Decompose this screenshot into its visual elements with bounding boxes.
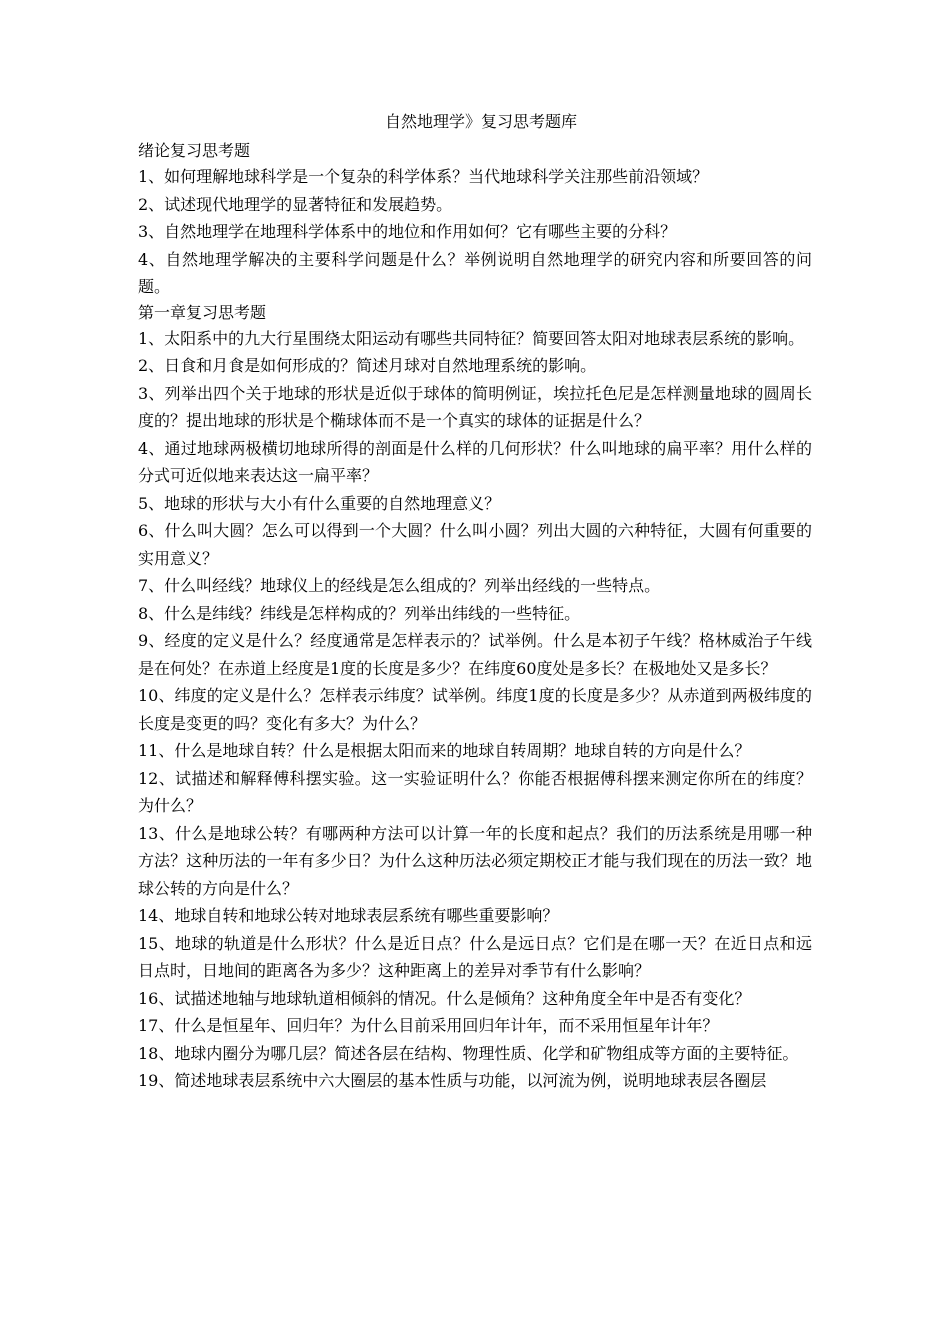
section-heading: 绪论复习思考题 (138, 141, 251, 160)
document-page (138, 111, 812, 1095)
question-item: 7、什么叫经线？地球仪上的经线是怎么组成的？列举出经线的一些特点。 (138, 576, 661, 595)
question-item: 6、什么叫大圆？怎么可以得到一个大圆？什么叫小圆？列出大圆的六种特征，大圆有何重要的实用意义？ (138, 521, 812, 568)
section-heading: 第一章复习思考题 (138, 302, 267, 322)
question-item: 9、经度的定义是什么？经度通常是怎样表示的？试举例。什么是本初子午线？格林威治子午线是在何处？在赤道上经度是1度的长度是多少？在纬度60度处是多长？在极地处又是多长？ (138, 631, 812, 678)
question-item: 2、日食和月食是如何形成的？简述月球对自然地理系统的影响。 (138, 356, 597, 375)
section-intro (138, 139, 812, 301)
question-item: 15、地球的轨道是什么形状？什么是近日点？什么是远日点？它们是在哪一天？在近日点和远日点时，日地间的距离各为多少？这种距离上的差异对季节有什么影响？ (138, 933, 812, 980)
question-item: 3、自然地理学在地理科学体系中的地位和作用如何？它有哪些主要的分科？ (138, 222, 677, 241)
question-item: 1、太阳系中的九大行星围绕太阳运动有哪些共同特征？简要回答太阳对地球表层系统的影响。 (138, 328, 805, 348)
question-item: 14、地球自转和地球公转对地球表层系统有哪些重要影响？ (138, 906, 559, 925)
question-item: 5、地球的形状与大小有什么重要的自然地理意义？ (138, 493, 501, 513)
question-item: 10、纬度的定义是什么？怎样表示纬度？试举例。纬度1度的长度是多少？从赤道到两极纬度的长度是变更的吗？变化有多大？为什么？ (138, 686, 812, 733)
question-item: 17、什么是恒星年、回归年？为什么目前采用回归年计年，而不采用恒星年计年？ (138, 1016, 719, 1035)
question-list (138, 325, 812, 1095)
question-item: 16、试描述地轴与地球轨道相倾斜的情况。什么是倾角？这种角度全年中是否有变化？ (138, 988, 751, 1008)
question-item: 8、什么是纬线？纬线是怎样构成的？列举出纬线的一些特征。 (138, 603, 581, 623)
question-item: 18、地球内圈分为哪几层？简述各层在结构、物理性质、化学和矿物组成等方面的主要特征。 (138, 1043, 799, 1063)
question-item: 2、试述现代地理学的显著特征和发展趋势。 (138, 194, 453, 214)
section-chapter-one (138, 301, 812, 1095)
question-item: 1、如何理解地球科学是一个复杂的科学体系？当代地球科学关注那些前沿领域？ (138, 167, 709, 186)
question-item: 12、试描述和解释傅科摆实验。这一实验证明什么？你能否根据傅科摆来测定你所在的纬度？为什么？ (138, 768, 812, 815)
question-list (138, 163, 812, 301)
question-item: 4、自然地理学解决的主要科学问题是什么？举例说明自然地理学的研究内容和所要回答的问题。 (138, 249, 812, 296)
question-item: 3、列举出四个关于地球的形状是近似于球体的简明例证，埃拉托色尼是怎样测量地球的圆周长度的？提出地球的形状是个椭球体而不是一个真实的球体的证据是什么？ (138, 383, 812, 430)
question-item: 19、简述地球表层系统中六大圈层的基本性质与功能，以河流为例，说明地球表层各圈层 (138, 1071, 767, 1090)
document-title: 自然地理学》复习思考题库 (384, 112, 577, 131)
question-item: 4、通过地球两极横切地球所得的剖面是什么样的几何形状？什么叫地球的扁平率？用什么样的分式可近似地来表达这一扁平率？ (138, 438, 812, 485)
question-item: 13、什么是地球公转？有哪两种方法可以计算一年的长度和起点？我们的历法系统是用哪一种方法？这种历法的一年有多少日？为什么这种历法必须定期校正才能与我们现在的历法一致？地球公转的方向是什么？ (138, 823, 812, 898)
question-item: 11、什么是地球自转？什么是根据太阳而来的地球自转周期？地球自转的方向是什么？ (138, 741, 751, 760)
